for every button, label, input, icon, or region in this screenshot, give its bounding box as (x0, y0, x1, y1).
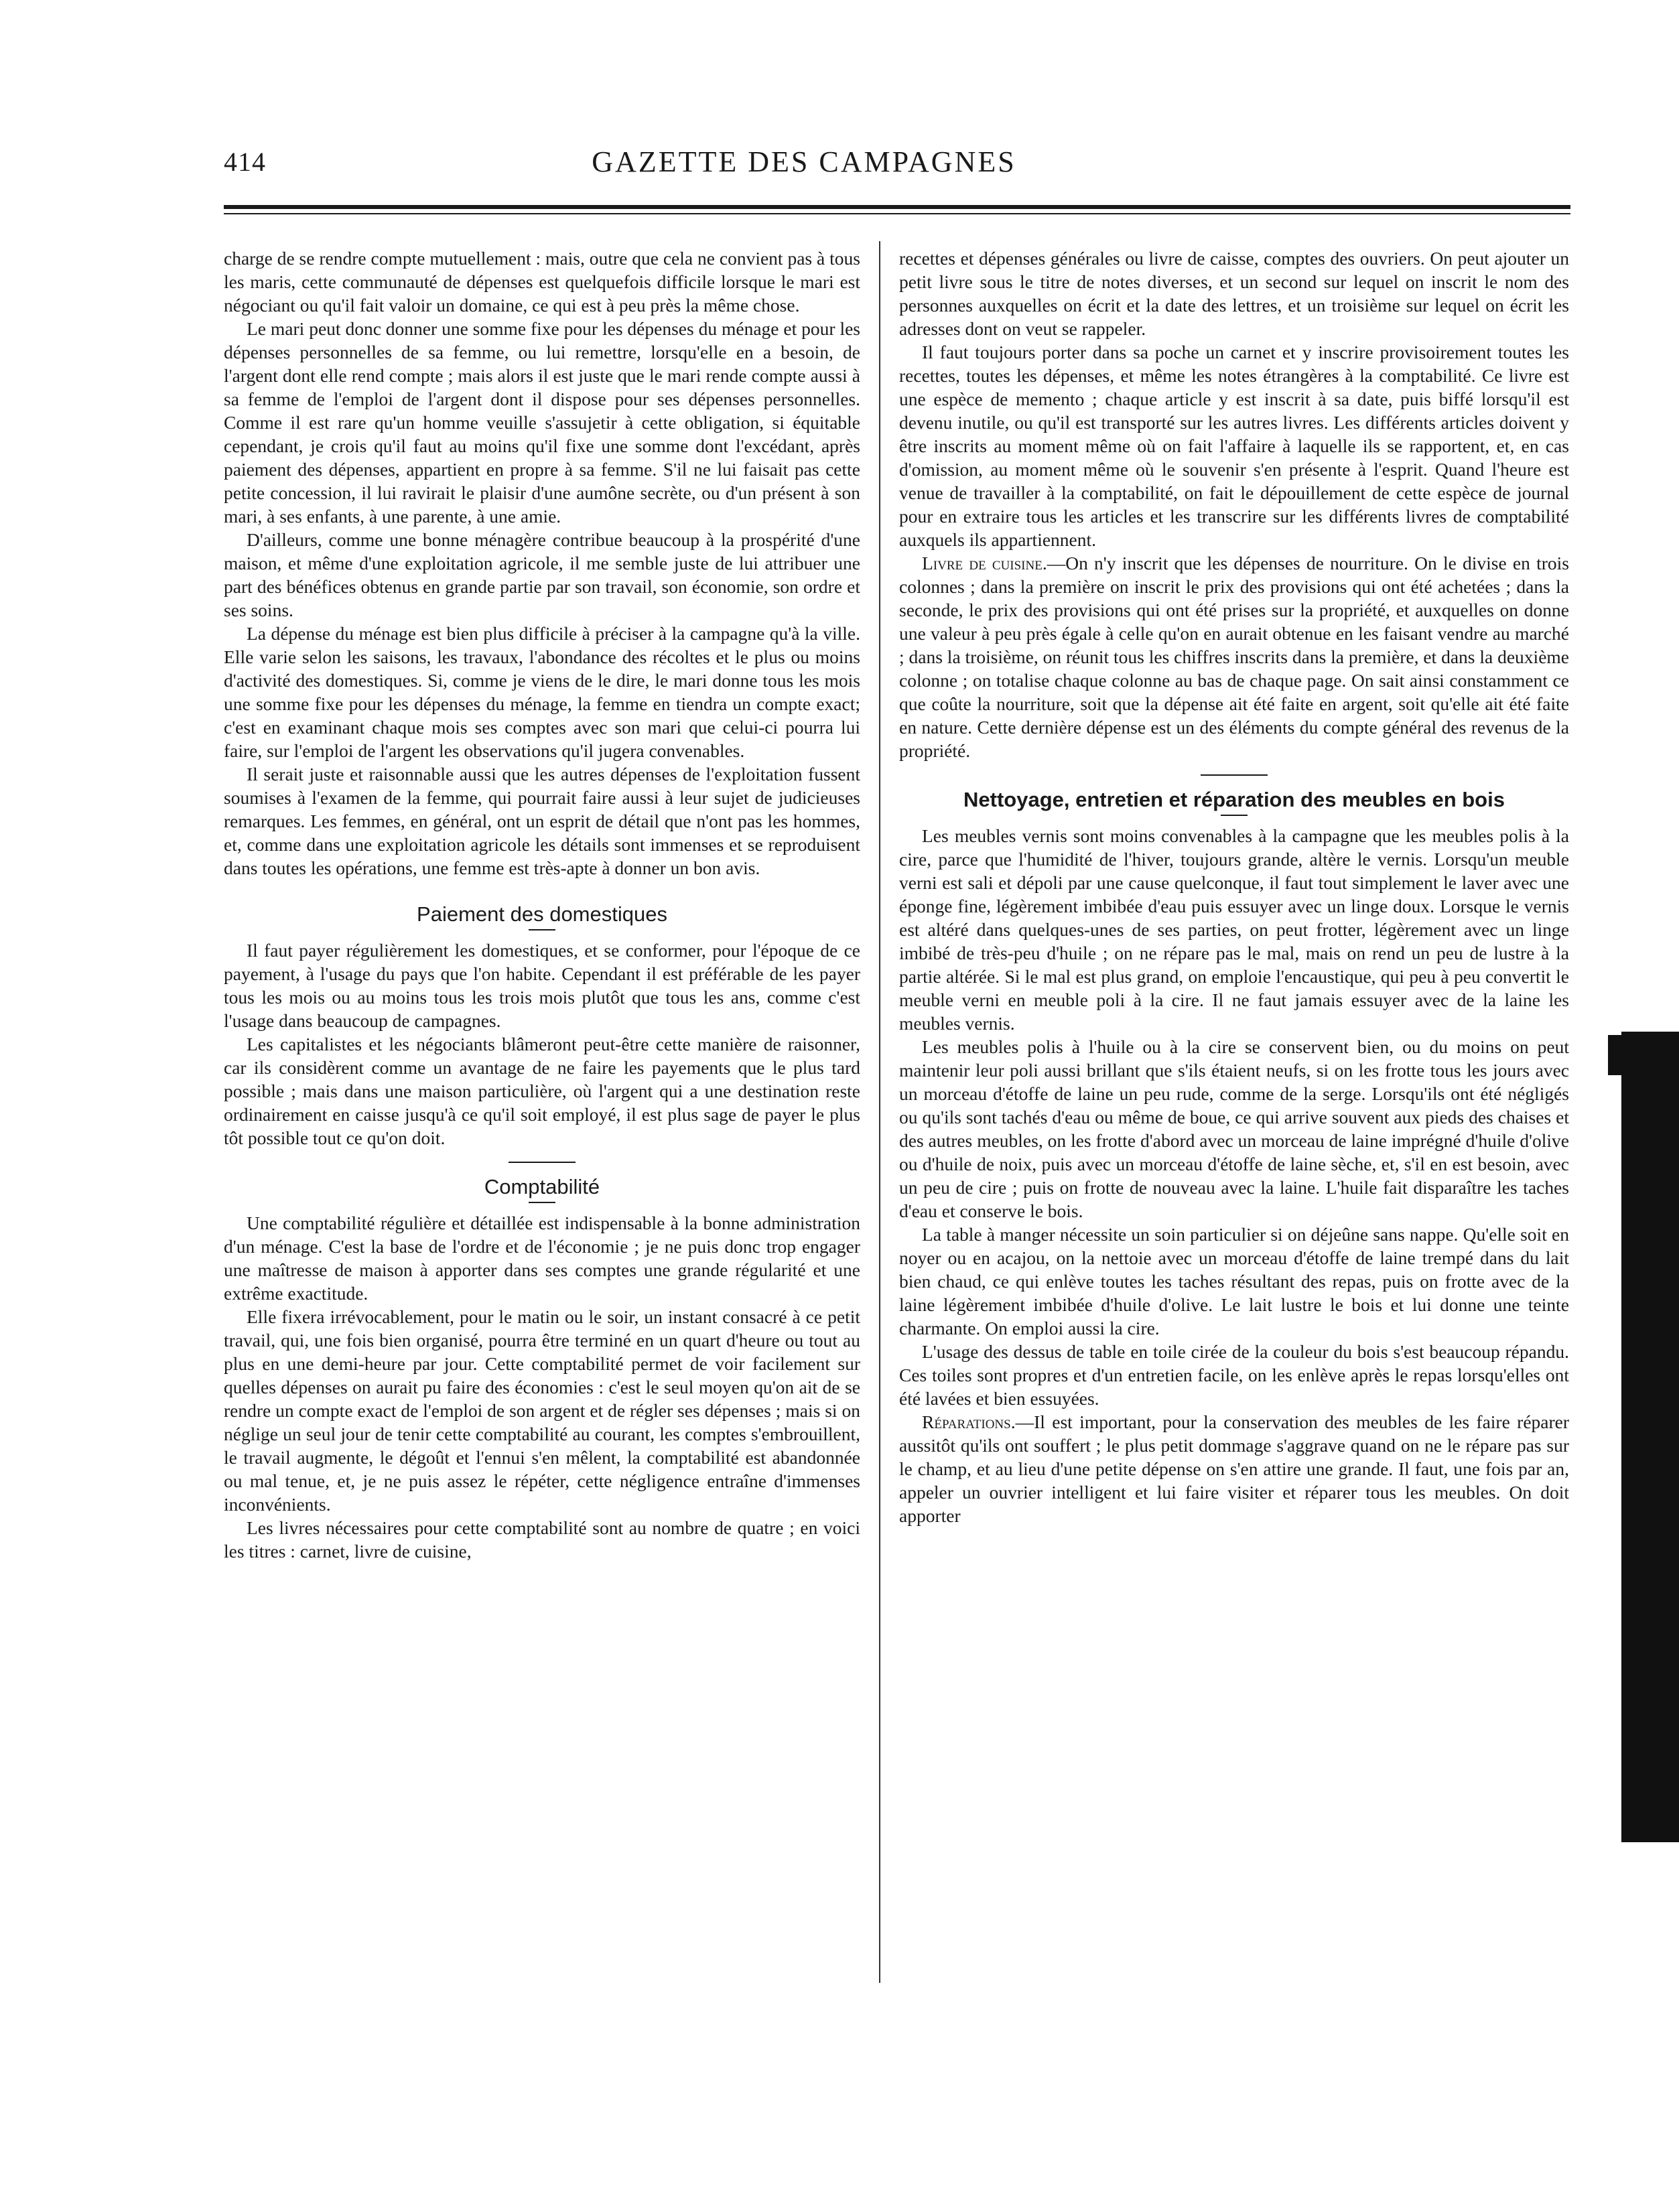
header-rule-thin (224, 213, 1570, 214)
right-column (899, 247, 1569, 1527)
paragraph: Elle fixera irrévocablement, pour le matin ou le soir, un instant consacré à ce petit travail, qui, une fois bien organisé, pourra être terminé en un quart d'heure ou tout au plus en une demi-heure par jour. Cette comptabilité permet de voir facilement sur quelles dépenses on aurait pu faire des économies : c'est le seul moyen qu'on ait de se rendre un compte exact de l'emploi de son argent et de régler ses dépenses ; mais si on néglige un seul jour de tenir cette comptabilité au courant, les comptes s'embrouillent, le travail augmente, le dégoût et l'ennui s'en mêlent, la comptabilité est abandonnée ou mal tenue, et, je ne puis assez le répéter, cette négligence entraîne d'immenses inconvénients. (224, 1306, 860, 1515)
paragraph: Les livres nécessaires pour cette comptabilité sont au nombre de quatre ; en voici les titres : carnet, livre de cuisine, (224, 1517, 860, 1562)
section-heading-comptabilite: Comptabilité (484, 1175, 600, 1198)
left-column (224, 247, 860, 1563)
spacer (899, 776, 1569, 788)
paragraph: Une comptabilité régulière et détaillée est indispensable à la bonne administration d'un ménage. C'est la base de l'ordre et de l'économie ; je ne puis donc trop engager une maîtresse de maison à apporter dans ses comptes une grande régularité et une extrême exactitude. (224, 1213, 860, 1304)
spacer (224, 1163, 860, 1175)
masthead-title: GAZETTE DES CAMPAGNES (592, 145, 1016, 178)
paragraph: Les capitalistes et les négociants blâmeront peut-être cette manière de raisonner, car ils considèrent comme un avantage de ne faire les payements que le plus tard possible ; mais dans une maison particulière, où l'argent qui a une destination reste ordinairement en caisse jusqu'à ce qu'il soit employé, il est plus sage de payer le plus tôt possible tout ce qu'on doit. (224, 1034, 860, 1148)
paragraph-body: —On n'y inscrit que les dépenses de nourriture. On le divise en trois colonnes ; dans la première on inscrit le prix des provisions qui ont été achetées ; dans la seconde, le prix des provisions qui ont été prises sur la propriété, et auxquelles on donne une valeur à peu près égale à celle qu'on en aurait obtenue en les faisant vendre au marché ; dans la troisième, on réunit tous les chiffres inscrits dans la première, et dans la deuxième colonne ; on totalise chaque colonne au bas de chaque page. On sait ainsi constamment ce que coûte la nourriture, soit que la dépense ait été faite en argent, soit qu'elle ait été faite en nature. Cette dernière dépense est un des éléments du compte général des revenus de la propriété. (899, 553, 1569, 761)
paragraph-lead: Livre de cuisine. (922, 553, 1047, 573)
spacer (899, 762, 1569, 774)
column-divider (879, 241, 880, 1983)
header-rule-thick (224, 205, 1570, 209)
paragraph: La dépense du ménage est bien plus difficile à préciser à la campagne qu'à la ville. Elle varie selon les saisons, les travaux, l'abondance des récoltes et le plus ou moins d'activité des domestiques. Si, comme je viens de le dire, le mari donne tous les mois une somme fixe pour les dépenses du ménage, la femme en tiendra un compte exact; c'est en examinant chaque mois ses comptes avec son mari que celui-ci pourra lui faire, sur l'emploi de l'argent les observations qu'il jugera convenables. (224, 623, 860, 761)
scan-edge-bar (1621, 1032, 1679, 1842)
scan-edge-notch (1608, 1035, 1628, 1075)
paragraph-lead: Réparations. (922, 1411, 1016, 1432)
heading-dash (529, 929, 555, 930)
paragraph: D'ailleurs, comme une bonne ménagère contribue beaucoup à la prospérité d'une maison, et même d'une exploitation agricole, il me semble juste de lui attribuer une part des bénéfices obtenus en grande partie par son travail, son économie, son ordre et ses soins. (224, 529, 860, 620)
paragraph: Il serait juste et raisonnable aussi que les autres dépenses de l'exploitation fussent soumises à l'examen de la femme, qui pourrait faire aussi à leur sujet de judicieuses remarques. Les femmes, en général, ont un esprit de détail que n'ont pas les hommes, et, comme dans une exploitation agricole les détails sont immenses et se reproduisent dans toutes les opérations, une femme est très-apte à donner un bon avis. (224, 764, 860, 878)
paragraph: L'usage des dessus de table en toile cirée de la couleur du bois s'est beaucoup répandu. Ces toiles sont propres et d'un entretien facile, on les enlève après le repas lorsqu'elles ont été lavées et bien essuyées. (899, 1341, 1569, 1409)
section-heading-paiement: Paiement des domestiques (417, 902, 667, 926)
paragraph: charge de se rendre compte mutuellement : mais, outre que cela ne convient pas à tous les maris, cette communauté de dépenses est quelquefois difficile lorsque le mari est négociant ou qu'il fait valoir un domaine, ce qui est à peu près la même chose. (224, 248, 860, 316)
paragraph: recettes et dépenses générales ou livre de caisse, comptes des ouvriers. On peut ajouter un petit livre sous le titre de notes diverses, et un second sur lequel on inscrit le nom des personnes auxquelles on écrit et la date des lettres, et un troisième sur lequel on écrit les adresses dont on veut se rappeler. (899, 248, 1569, 339)
paragraph: Il faut payer régulièrement les domestiques, et se conformer, pour l'époque de ce payement, à l'usage du pays que l'on habite. Cependant il est préférable de les payer tous les mois ou au moins tous les trois mois plutôt que tous les ans, comme c'est l'usage dans beaucoup de campagnes. (224, 940, 860, 1031)
paragraph: Il faut toujours porter dans sa poche un carnet et y inscrire provisoirement toutes les recettes, toutes les dépenses, et même les notes étrangères à la comptabilité. Ce livre est une espèce de memento ; chaque article y est inscrit à sa date, puis biffé lorsqu'il est devenu inutile, ou qu'il est transporté sur les autres livres. Les différents articles doivent y être inscrits au moment même où on fait l'affaire à laquelle ils se rapportent, et, en cas d'omission, au moment même où le souvenir s'en présente à l'esprit. Quand l'heure est venue de travailler à la comptabilité, on fait le dépouillement de cette espèce de journal pour en extraire tous les articles et les transcrire sur les différents livres de comptabilité auxquels ils appartiennent. (899, 342, 1569, 550)
spacer (224, 1150, 860, 1162)
paragraph (899, 551, 1569, 762)
page-number: 414 (224, 147, 266, 177)
paragraph (899, 1410, 1569, 1527)
heading-dash (1221, 815, 1248, 816)
paragraph: Les meubles polis à l'huile ou à la cire se conservent bien, ou du moins on peut maintenir leur poli aussi brillant que s'ils étaient neufs, si on les frotte tous les jours avec un morceau d'étoffe de laine un peu rude, comme de la serge. Lorsqu'ils ont été négligés ou qu'ils sont tachés d'eau ou même de boue, ce qui arrive souvent aux pieds des chaises et des autres meubles, on les frotte d'abord avec un morceau de laine imprégné d'huile d'olive ou d'huile de noix, puis avec un morceau d'étoffe de laine sèche, et, s'il en est besoin, avec un peu de cire ; puis on frotte de nouveau avec la laine. L'huile fait disparaître les taches d'eau et conserve le bois. (899, 1036, 1569, 1221)
paragraph: Les meubles vernis sont moins convenables à la campagne que les meubles polis à la cire, parce que l'humidité de l'hiver, toujours grande, altère le vernis. Lorsqu'un meuble verni est sali et dépoli par une cause quelconque, il faut tout simplement le laver avec une éponge fine, légèrement imbibée d'eau puis essuyer avec un linge doux. Lorsque le vernis est altéré dans quelques-unes de ses parties, on peut frotter, légèrement avec un linge imbibé de très-peu d'huile ; on ne répare pas le mal, mais on rend un peu de lustre à la partie altérée. Si le mal est plus grand, on emploie l'encaustique, qui peu à peu convertit le meuble verni en meuble poli à la cire. Il ne faut jamais essuyer avec de la laine les meubles vernis. (899, 825, 1569, 1034)
paragraph: Le mari peut donc donner une somme fixe pour les dépenses du ménage et pour les dépenses personnelles de sa femme, ou lui remettre, lorsqu'elle en a besoin, de l'argent dont elle rend compte ; mais alors il est juste que le mari rende compte aussi à sa femme de l'emploi de l'argent dont il dispose pour ses dépenses personnelles. Comme il est rare qu'un homme veuille s'assujetir à cette obligation, si équitable cependant, je crois qu'il faut au moins qu'il fixe une somme dont l'excédant, après paiement des dépenses, appartient en propre à sa femme. S'il ne lui faisait pas cette petite concession, il lui ravirait le plaisir d'une aumône secrète, ou d'un présent à son mari, à ses enfants, à une parente, à une amie. (224, 318, 860, 527)
spacer (224, 880, 860, 902)
heading-dash (529, 1202, 555, 1203)
paragraph: La table à manger nécessite un soin particulier si on déjeûne sans nappe. Qu'elle soit en noyer ou en acajou, on la nettoie avec un morceau d'étoffe de laine trempé dans du lait bien chaud, ce qui enlève toutes les taches résultant des repas, puis on frotte avec de la laine légèrement imbibée d'huile d'olive. Le lait lustre le bois et lui donne une teinte charmante. On emploi aussi la cire. (899, 1224, 1569, 1338)
section-heading-meubles: Nettoyage, entretien et réparation des meubles en bois (963, 788, 1505, 811)
paragraph-body: —Il est important, pour la conservation des meubles de les faire réparer aussitôt qu'ils ont souffert ; le plus petit dommage s'aggrave quand on ne le répare pas sur le champ, et au lieu d'une petite dépense on s'en attire une grande. Il faut, une fois par an, appeler un ouvrier intelligent et lui faire visiter et réparer tous les meubles. On doit apporter (899, 1411, 1569, 1526)
